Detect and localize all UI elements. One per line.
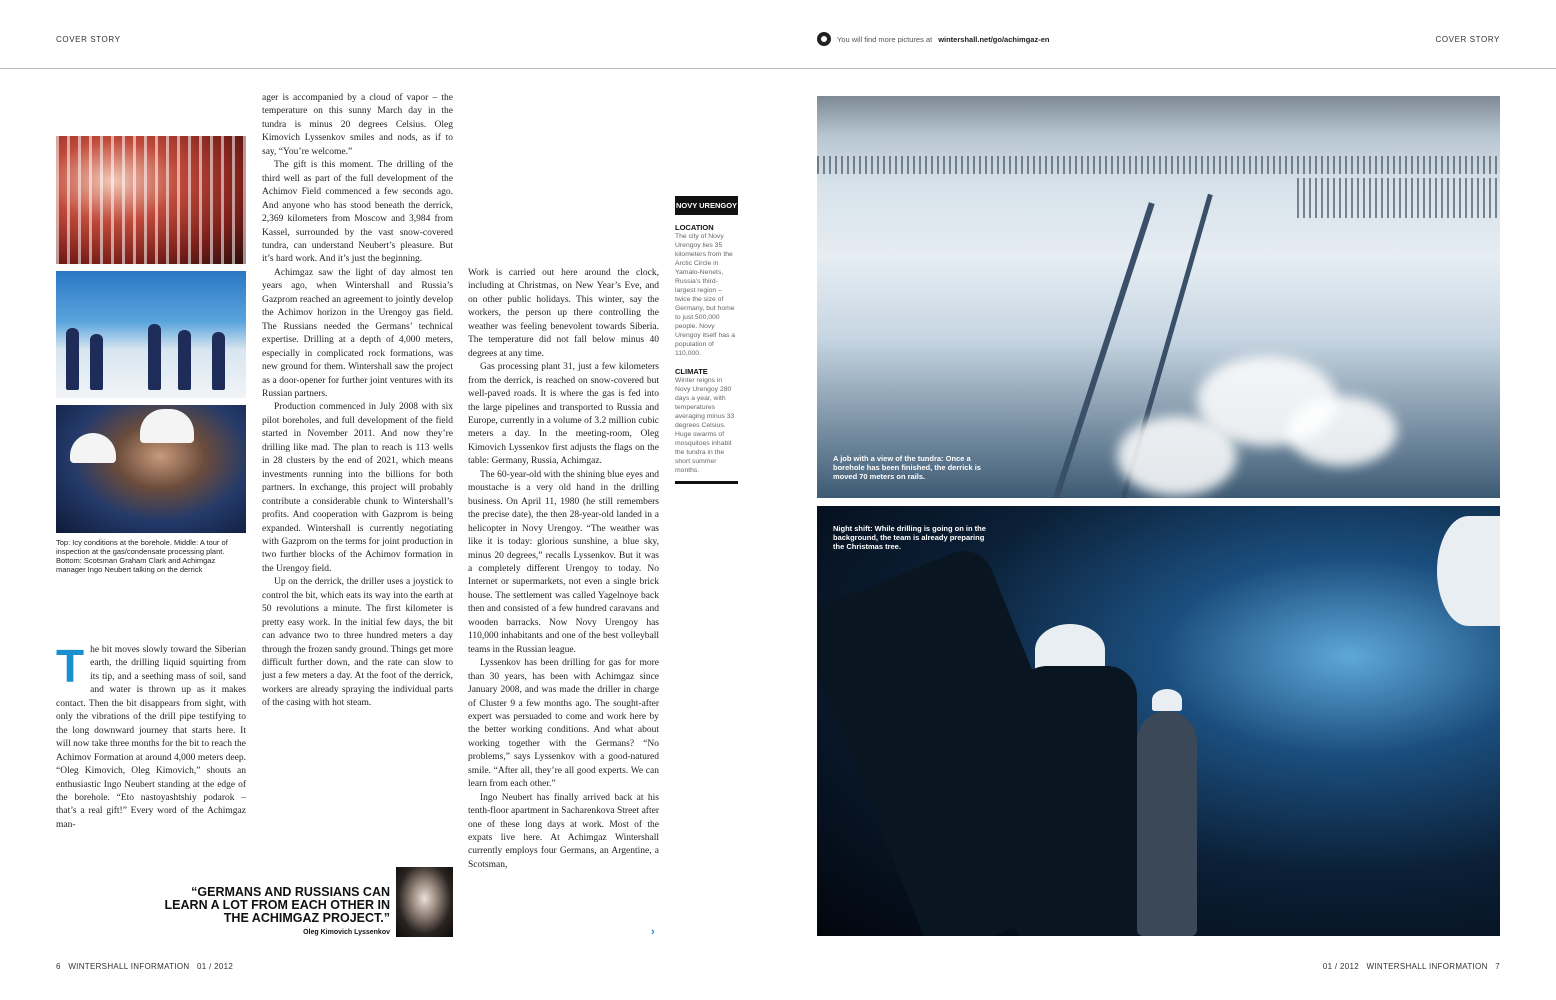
- web-note-prefix: You will find more pictures at: [837, 34, 933, 44]
- article-paragraph: The gift is this moment. The drilling of the third well as part of the full development of the Achimov Field commenced a few seconds ago. And anyone who has stood beneath the derrick, 2,369 kilometers from Moscow and 3,984 from Kassel, surrounded by the vast snow-covered tundra, can understand Neubert’s pleasure. But it’s hard work. And it’s just the beginning.: [262, 160, 453, 265]
- footer-title-left: WINTERSHALL INFORMATION: [68, 962, 190, 971]
- info-box-rule: [675, 481, 738, 484]
- pull-quote-attribution: Oleg Kimovich Lyssenkov: [303, 929, 390, 936]
- pull-quote: “GERMANS AND RUSSIANS CAN LEARN A LOT FROM EACH OTHER IN THE ACHIMGAZ PROJECT.”: [164, 885, 390, 925]
- page-number-left: 6: [56, 962, 61, 971]
- camera-icon: [817, 32, 831, 46]
- article-paragraph: ager is accompanied by a cloud of vapor – the temperature on this sunny March day in the tundra is minus 20 degrees Celsius. Oleg Kimovich Lyssenkov smiles and nods, as if to say, “You’re welcome.”: [262, 93, 453, 157]
- photo-derrick-talk: [56, 405, 246, 533]
- info-box-title: NOVY URENGOY: [675, 196, 738, 215]
- article-col-1: [56, 640, 246, 832]
- article-paragraph: Gas processing plant 31, just a few kilometers from the derrick, is reached on snow-covered but well-paved roads. It is where the gas is fed into the large pipelines and transported to Russia and Europe, currently in a volume of 3.2 million cubic meters a day. In the meeting-room, Oleg Kimovich Lyssenkov first adjusts the flags on the table: Germany, Russia, Achimgaz.: [468, 362, 660, 467]
- photo-lyssenkov-portrait: [396, 867, 453, 937]
- night-photo-caption: Night shift: While drilling is going on in the background, the team is already preparing the Christmas tree.: [833, 524, 986, 551]
- article-col-2: [262, 92, 453, 711]
- article-paragraph: The 60-year-old with the shining blue eyes and moustache is a very old hand in the drilling business. On April 11, 1980 (he still remembers the precise date), the then 28-year-old landed in a helicopter in Novy Urengoy. “The weather was like it is today: glorious sunshine, a blue sky, minus 20 degrees,” recalls Lyssenkov. But it was a completely different Urengoy to today. No Internet or supermarkets, not even a single brick house. The settlement was called Yagelnoye back then and consisted of a few hundred caravans and wooden barracks. Now Novy Urengoy has 110,000 inhabitants and one of the best volleyball teams in the Russian league.: [468, 469, 659, 655]
- info-location-label: LOCATION: [675, 223, 714, 232]
- footer-left: [56, 962, 233, 971]
- info-box: [675, 196, 738, 484]
- article-paragraph: Ingo Neubert has finally arrived back at his tenth-floor apartment in Sacharenkova Street after one of these long days at work. Most of the expats live here. At Achimgaz Wintershall currently employs four Germans, an Argentine, a Scotsman,: [468, 792, 659, 870]
- header-right-label: COVER STORY: [1435, 35, 1500, 44]
- info-climate-text: Winter reigns in Novy Urengoy 280 days a year, with temperatures averaging minus 33 degrees Celsius. Huge swarms of mosquitoes inhabit the tundra in the short summer months.: [675, 377, 735, 474]
- footer-title-right: WINTERSHALL INFORMATION: [1366, 962, 1488, 971]
- info-location-text: The city of Novy Urengoy lies 35 kilometers from the Arctic Circle in Yamalo-Nenets, Russia’s third-largest region – twice the size of Germany, but home to just 500,000 people. Novy Urengoy itself has a population of 110,000.: [675, 233, 736, 357]
- continue-arrow-icon: ›: [651, 926, 655, 938]
- article-paragraph: Production commenced in July 2008 with six pilot boreholes, and full development of the field started in November 2011. And now they’re drilling like mad. The plan to reach is 113 wells in 28 clusters by the end of 2021, which means investments running into the billions for both partners. In exchange, this project will probably contribute a considerable chunk to Wintershall’s profits. And cooperation with Gazprom is being expanded. Wintershall is currently negotiating with Gazprom on the terms for joint production in two further blocks of the Achimov formation in the Urengoy field.: [262, 402, 453, 574]
- web-note-url[interactable]: wintershall.net/go/achimgaz-en: [938, 34, 1050, 44]
- article-paragraph: Work is carried out here around the clock, including at Christmas, on New Year’s Eve, and on other public holidays. This winter, say the workers, the person up there controlling the weather was feeling benevolent towards Siberia. The temperature did not fall below minus 40 degrees at any time.: [468, 268, 659, 359]
- article-col-3: [468, 267, 659, 872]
- info-climate-label: CLIMATE: [675, 367, 708, 376]
- photo-inspection-tour: [56, 271, 246, 398]
- footer-right: [1323, 962, 1500, 971]
- footer-issue-left: 01 / 2012: [197, 962, 234, 971]
- article-paragraph: Lyssenkov has been drilling for gas for more than 30 years, has been with Achimgaz since January 2008, and was made the driller in charge of Cluster 9 a few months ago. The sought-after expert was persuaded to come and work here by the better working conditions. And what about working together with the Germans? “No problems,” says Lyssenkov with a good-natured smile. “After all, they’re all good experts. We can learn from each other.”: [468, 658, 659, 790]
- article-paragraph: Up on the derrick, the driller uses a joystick to control the bit, which eats its way into the earth at 50 revolutions a minute. The first kilometer is pretty easy work. In the initial few days, the bit can advance two to three hundred meters a day through the frozen sandy ground. Things get more difficult further down, and the rate can slow to just a few meters a day. At the foot of the derrick, workers are already spraying the individual parts of the casing with hot steam.: [262, 577, 453, 709]
- photo-tundra-derrick: [817, 96, 1500, 498]
- header-rule: [0, 68, 1556, 69]
- photo-night-shift: [817, 506, 1500, 936]
- web-note[interactable]: [817, 32, 1049, 46]
- article-paragraph: Achimgaz saw the light of day almost ten years ago, when Wintershall and Russia’s Gazprom reached an agreement to jointly develop the Achimov horizon in the Urengoy gas field. The Russians needed the Germans’ technical expertise. Drilling at a depth of 4,000 meters, especially in complicated rock formations, was new ground for them. Wintershall saw the project as a door-opener for further joint ventures with its Russian partners.: [262, 267, 453, 399]
- article-paragraph: he bit moves slowly toward the Siberian earth, the drilling liquid squirting from its tip, and a seething mass of soil, sand and water is thrown up as it makes contact. Then the bit disappears from sight, with only the vibrations of the drill pipe testifying to the long downward journey that starts here. It will now take three months for the bit to reach the Achimov Formation at around 4,000 meters deep. “Oleg Kimovich, Oleg Kimovich,” shouts an enthusiastic Ingo Neubert standing at the edge of the borehole. “Eto nastoyashtshiy podarok – that’s a real gift!” Every word of the Achimgaz man-: [56, 645, 246, 830]
- tundra-photo-caption: A job with a view of the tundra: Once a borehole has been finished, the derrick is moved 70 meters on rails.: [833, 454, 981, 481]
- drop-cap: T: [56, 640, 85, 692]
- photo-icy-borehole: [56, 136, 246, 264]
- left-photo-caption: Top: Icy conditions at the borehole. Middle: A tour of inspection at the gas/condensate processing plant. Bottom: Scotsman Graham Clark and Achimgaz manager Ingo Neubert talking on the derrick: [56, 538, 228, 574]
- footer-issue-right: 01 / 2012: [1322, 962, 1359, 971]
- page-number-right: 7: [1495, 962, 1500, 971]
- header-left-label: COVER STORY: [56, 35, 121, 44]
